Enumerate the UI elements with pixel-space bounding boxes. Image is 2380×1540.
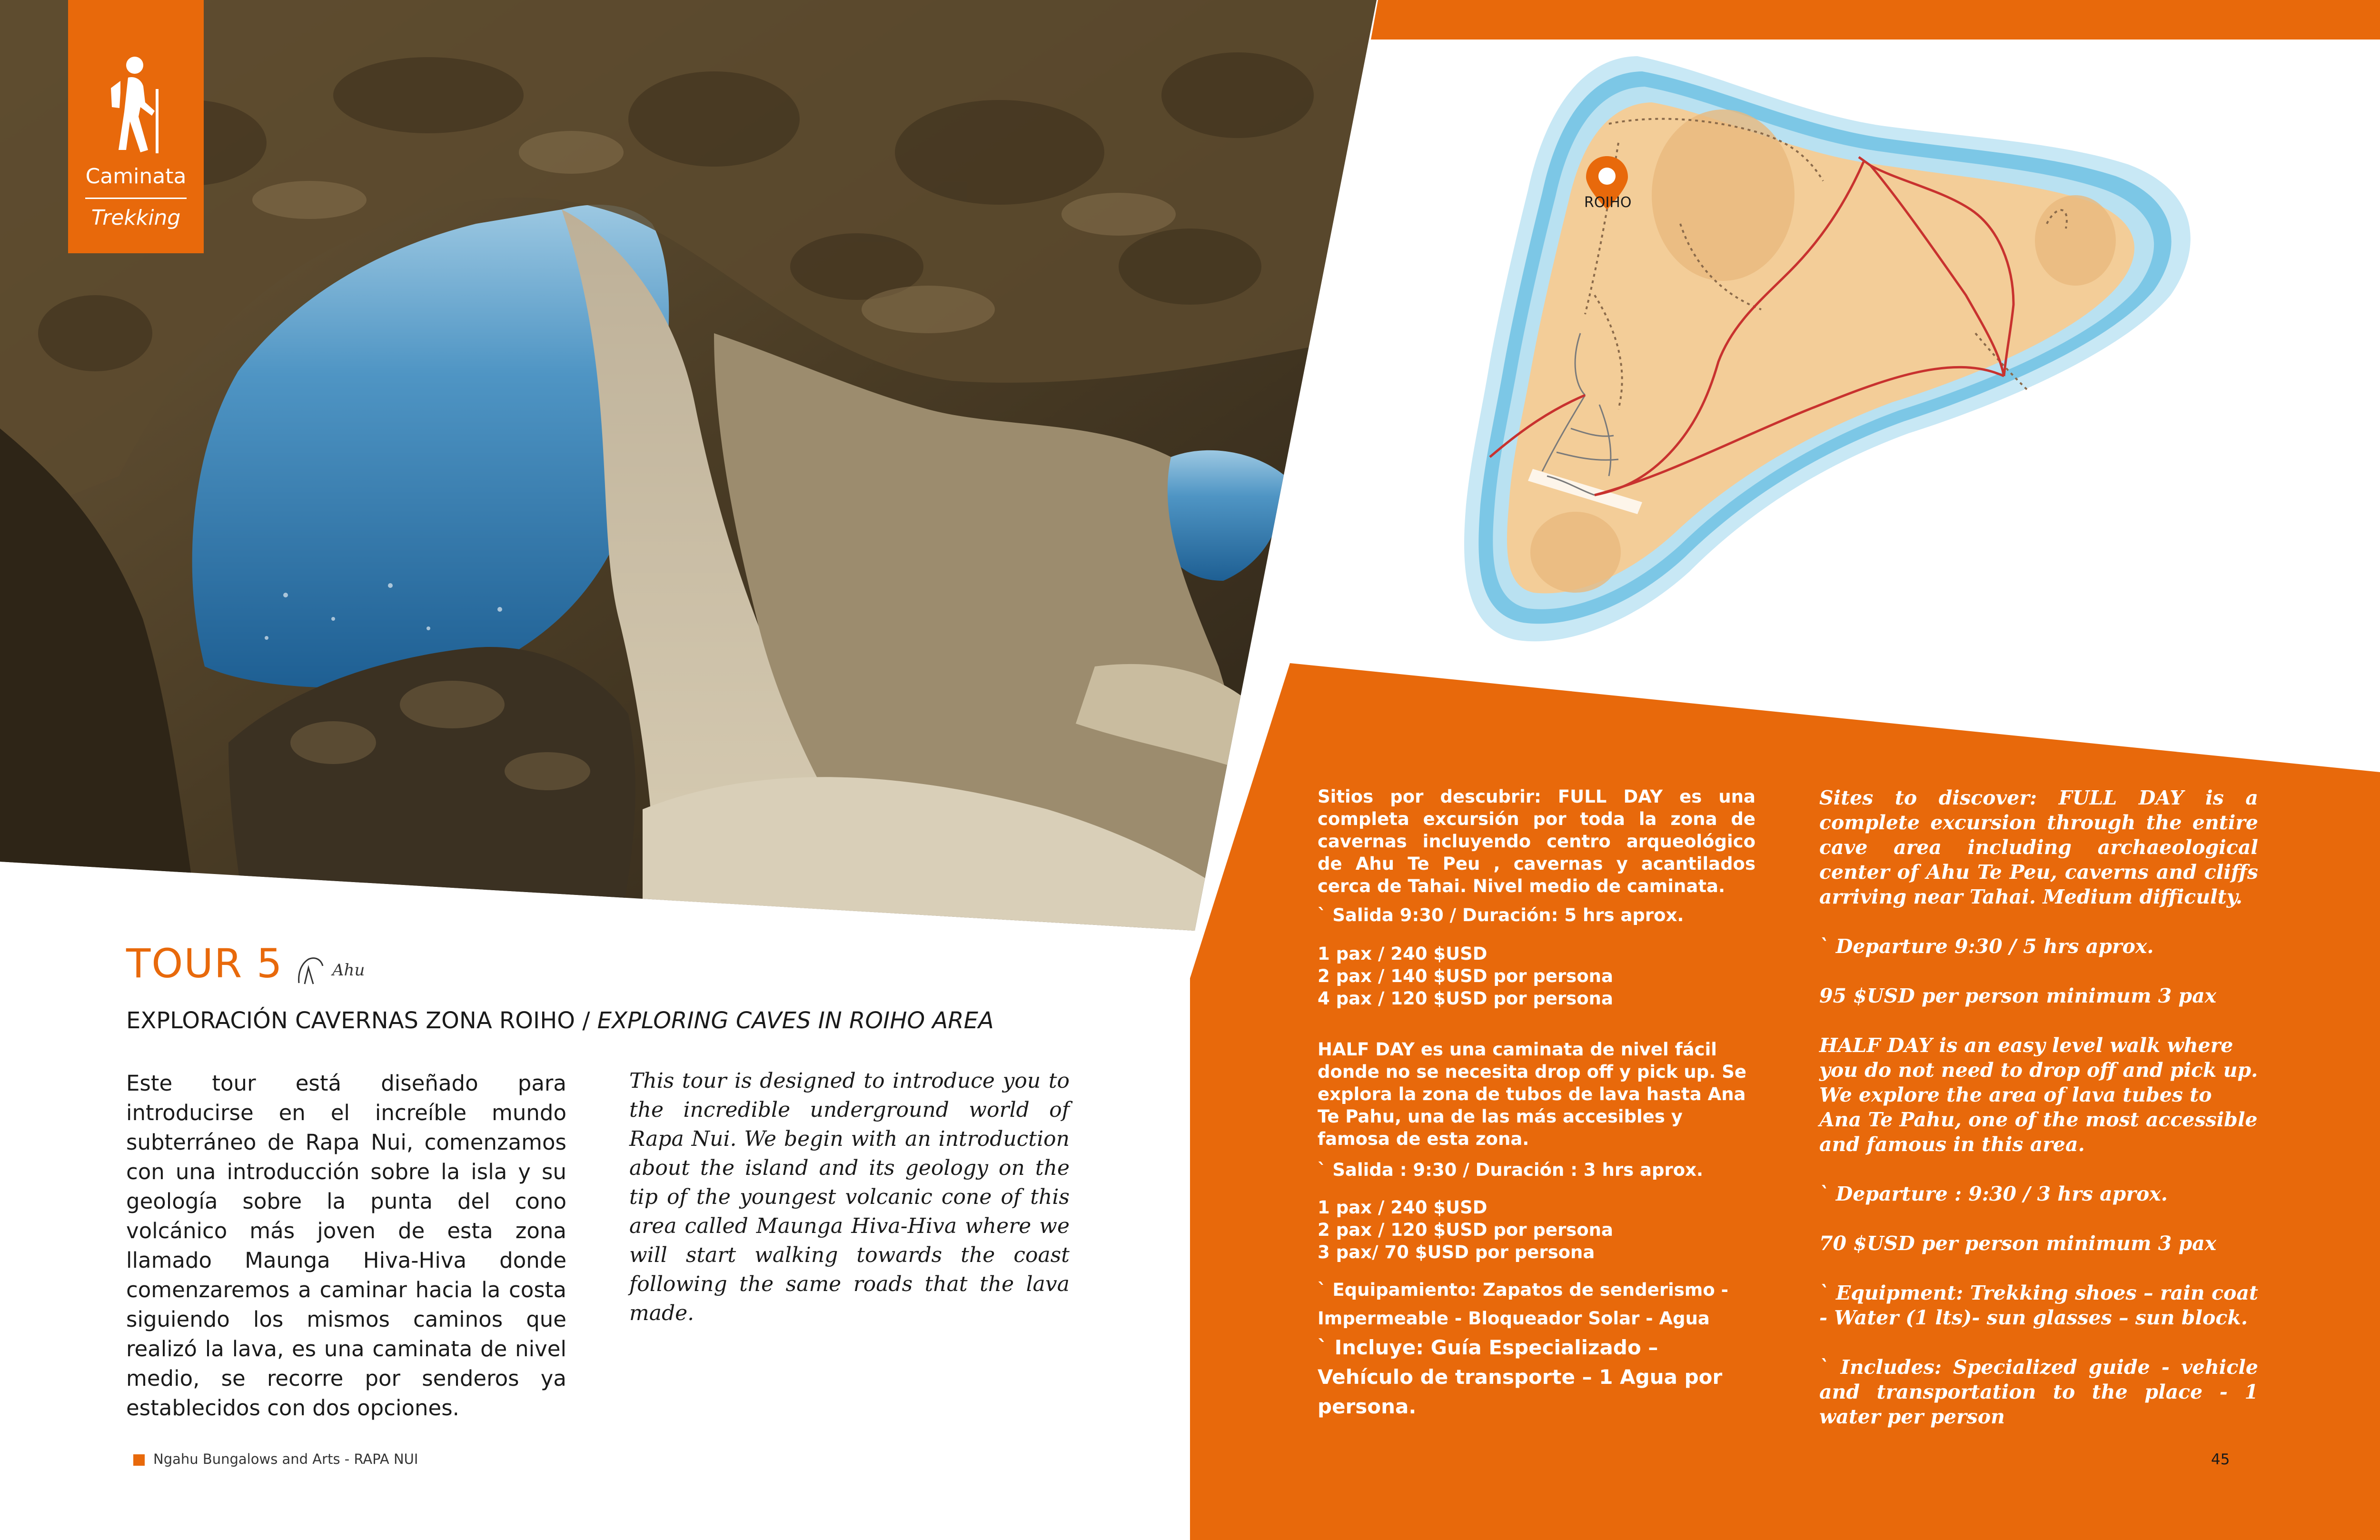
half-departure-en: ` Departure : 9:30 / 3 hrs aprox. [1819,1182,2168,1205]
info-column-es [1318,785,1755,1421]
full-day-es: Sitios por descubrir: FULL DAY es una completa excursión por toda la zona de cavernas incluyendo centro arqueológico de Ahu Te Peu , cavernas y acantilados cerca de Tahai. Nivel medio de caminata. [1318,786,1755,896]
full-price-en: 95 $USD per person minimum 3 pax [1819,984,2217,1007]
tour-description-es: Este tour está diseñado para introducirse en el increíble mundo subterráneo de Rapa Nui, comenzamos con una introducción sobre la isla y su geología sobre la punta del cono volcánico más joven de esta zona llamado Maunga Hiva-Hiva donde comenzaremos a caminar hacia la costa siguiendo los mismos caminos que realizó la lava, es una caminata de nivel medio, se recorre por senderos ya establecidos con dos opciones. [126,1071,566,1421]
tour-description-en: This tour is designed to introduce you to the incredible underground world of Rapa Nui. We begin with an introduction about the island and its geology on the tip of the youngest volcanic cone of this area called Maunga Hiva-Hiva where we will start walking towards the coast following the same roads that the lava made. [629,1069,1070,1325]
activity-badge [68,0,204,253]
price-line: 1 pax / 240 $USD [1318,1197,1488,1218]
tour-subtitle [126,1007,994,1034]
footer-square-icon [133,1454,145,1466]
half-departure-es: ` Salida : 9:30 / Duración : 3 hrs aprox. [1318,1160,1704,1180]
badge-divider [85,198,187,199]
hiker-icon [105,55,167,155]
half-price-en: 70 $USD per person minimum 3 pax [1819,1232,2217,1255]
tour-title: TOUR 5 [126,940,283,987]
top-orange-bar [1371,0,2380,40]
ahu-logo [294,954,365,988]
map-marker-label: ROIHO [1584,194,1632,211]
ahu-logo-mark [294,954,332,988]
footer-text: Ngahu Bungalows and Arts - RAPA NUI [153,1451,418,1467]
price-line: 3 pax/ 70 $USD por persona [1318,1242,1595,1262]
half-day-en: HALF DAY is an easy level walk where you do not need to drop off and pick up. We explore the area of lava tubes to Ana Te Pahu, one of the most accessible and famous in this area. [1819,1034,2258,1156]
full-departure-en: ` Departure 9:30 / 5 hrs aprox. [1819,935,2154,958]
page-number: 45 [2211,1451,2230,1468]
island-map [1464,56,2191,641]
full-departure-es: ` Salida 9:30 / Duración: 5 hrs aprox. [1318,905,1684,925]
includes-es: ` Incluye: Guía Especializado – Vehículo de transporte – 1 Agua por persona. [1318,1336,1723,1418]
equipment-en: ` Equipment: Trekking shoes – rain coat - Water (1 lts)- sun glasses – sun block. [1819,1282,2258,1329]
equipment-es: ` Equipamiento: Zapatos de senderismo - Impermeable - Bloqueador Solar - Agua [1318,1280,1728,1329]
half-day-es: HALF DAY es una caminata de nivel fácil donde no se necesita drop off y pick up. Se explora la zona de tubos de lava hasta Ana Te Pahu, una de las más accesibles y famosa de esta zona. [1318,1039,1746,1149]
price-line: 1 pax / 240 $USD [1318,944,1488,964]
info-column-en [1819,785,2258,1429]
full-day-en: Sites to discover: FULL DAY is a complete excursion through the entire cave area including archaeological center of Ahu Te Peu, caverns and cliffs arriving near Tahai. Medium difficulty. [1819,786,2258,908]
price-line: 2 pax / 140 $USD por persona [1318,966,1613,986]
cave-photo [0,0,1380,933]
ahu-logo-text: Ahu [332,961,365,980]
includes-en: ` Includes: Specialized guide - vehicle and transportation to the place - 1 water per person [1819,1356,2258,1428]
badge-label-es: Caminata [85,164,187,189]
full-prices-es [1318,943,1755,1010]
tour-subtitle-es: EXPLORACIÓN CAVERNAS ZONA ROIHO / [126,1007,590,1034]
price-line: 2 pax / 120 $USD por persona [1318,1220,1613,1240]
badge-label-en: Trekking [91,206,181,230]
half-prices-es [1318,1196,1755,1263]
tour-subtitle-en: EXPLORING CAVES IN ROIHO AREA [597,1007,994,1034]
price-line: 4 pax / 120 $USD por persona [1318,988,1613,1009]
